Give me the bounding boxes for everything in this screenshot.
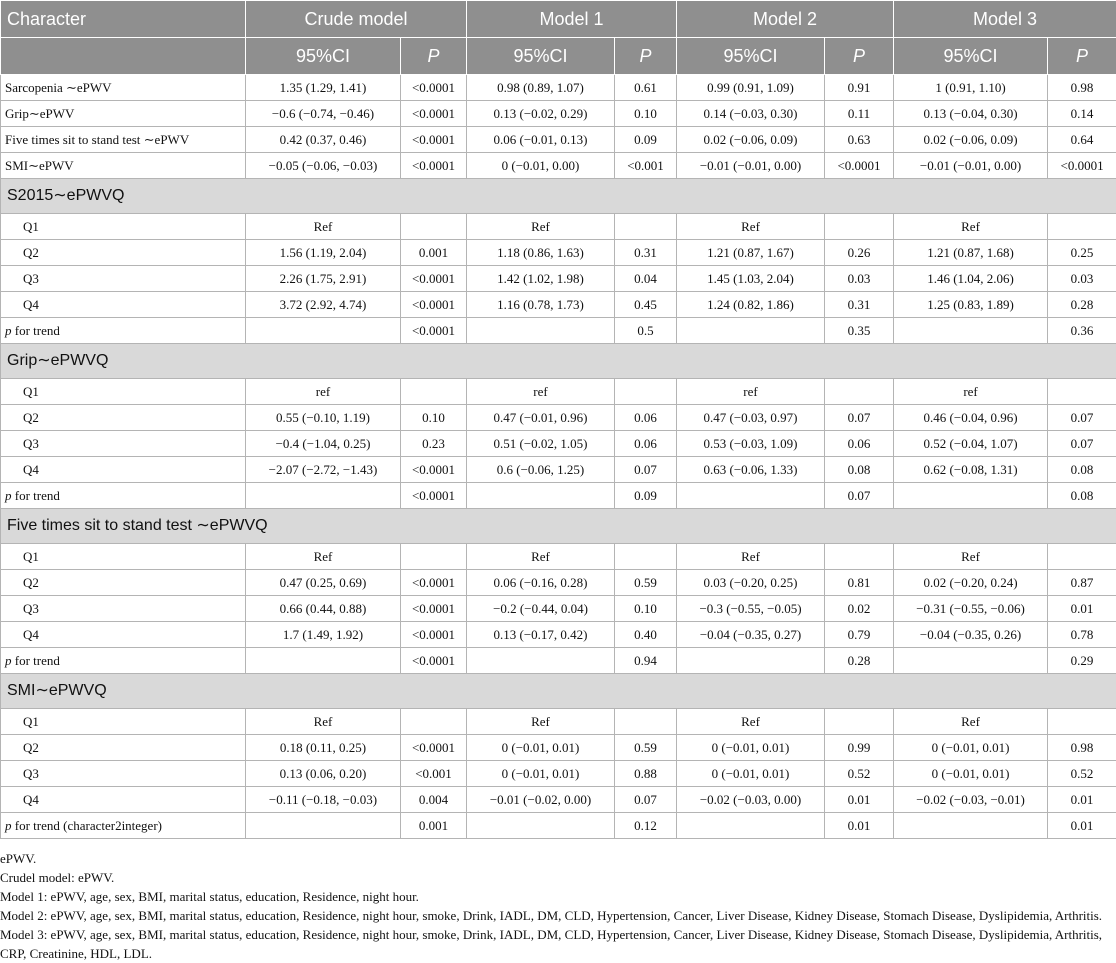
ci-cell: 0.13 (−0.17, 0.42) xyxy=(467,622,615,648)
row-label: Q4 xyxy=(1,622,246,648)
p-value-cell: 0.87 xyxy=(1048,570,1116,596)
p-value-cell: 0.03 xyxy=(825,266,894,292)
p-value-cell xyxy=(401,214,467,240)
quartile-row xyxy=(1,405,1116,431)
p-value-cell: <0.0001 xyxy=(401,648,467,674)
ci-cell: 1.25 (0.83, 1.89) xyxy=(894,292,1048,318)
section-title: Grip∼ePWVQ xyxy=(1,344,1116,379)
p-value-cell: 0.94 xyxy=(615,648,677,674)
p-value-cell: 0.08 xyxy=(1048,457,1116,483)
p-value-cell: 0.06 xyxy=(615,405,677,431)
ci-cell: −2.07 (−2.72, −1.43) xyxy=(246,457,401,483)
ci-cell: 0.06 (−0.01, 0.13) xyxy=(467,127,615,153)
ci-cell: 0.66 (0.44, 0.88) xyxy=(246,596,401,622)
ci-cell: Ref xyxy=(246,544,401,570)
p-value-cell: 0.08 xyxy=(1048,483,1116,509)
p-value-cell: 0.07 xyxy=(615,457,677,483)
p-value-cell: 0.99 xyxy=(825,735,894,761)
trend-label: for trend xyxy=(15,488,60,503)
ci-cell: 0.02 (−0.06, 0.09) xyxy=(894,127,1048,153)
quartile-row xyxy=(1,570,1116,596)
row-label: Q4 xyxy=(1,457,246,483)
table-footnotes xyxy=(0,839,1116,963)
table-row xyxy=(1,75,1116,101)
header-crude-model: Crude model xyxy=(246,1,467,38)
ci-cell: 1.7 (1.49, 1.92) xyxy=(246,622,401,648)
section-header-row xyxy=(1,674,1116,709)
header-ci: 95%CI xyxy=(677,38,825,75)
quartile-row xyxy=(1,709,1116,735)
ci-cell xyxy=(894,813,1048,839)
trend-row xyxy=(1,648,1116,674)
p-value-cell: <0.0001 xyxy=(401,483,467,509)
header-model-1: Model 1 xyxy=(467,1,677,38)
row-label: Q1 xyxy=(1,709,246,735)
p-value-cell xyxy=(825,709,894,735)
footnote-line: Model 3: ePWV, age, sex, BMI, marital status, education, Residence, night hour, smoke, Drink, IADL, DM, CLD, Hypertension, Cancer, Liver Disease, Kidney Disease, Stomach Disease, Dyslipidemia, Arthritis, CRP, Creatinine, HDL, LDL. xyxy=(0,925,1116,963)
p-value-cell: <0.001 xyxy=(401,761,467,787)
ci-cell xyxy=(677,813,825,839)
p-value-cell xyxy=(401,709,467,735)
ci-cell xyxy=(677,318,825,344)
row-label: Q3 xyxy=(1,431,246,457)
p-value-cell: 0.04 xyxy=(615,266,677,292)
ci-cell xyxy=(246,318,401,344)
section-title: SMI∼ePWVQ xyxy=(1,674,1116,709)
table-row xyxy=(1,153,1116,179)
p-value-cell xyxy=(615,709,677,735)
p-value-cell: 0.79 xyxy=(825,622,894,648)
p-value-cell: 0.001 xyxy=(401,813,467,839)
header-row-stats xyxy=(1,38,1116,75)
p-value-cell: 0.52 xyxy=(825,761,894,787)
ci-cell: 1.16 (0.78, 1.73) xyxy=(467,292,615,318)
table-row xyxy=(1,127,1116,153)
ci-cell: 2.26 (1.75, 2.91) xyxy=(246,266,401,292)
p-value-cell: 0.12 xyxy=(615,813,677,839)
p-value-cell: 0.07 xyxy=(1048,405,1116,431)
ci-cell: 0.47 (−0.03, 0.97) xyxy=(677,405,825,431)
ci-cell: 0.63 (−0.06, 1.33) xyxy=(677,457,825,483)
ci-cell: 0.06 (−0.16, 0.28) xyxy=(467,570,615,596)
p-value-cell xyxy=(1048,214,1116,240)
p-value-cell: <0.0001 xyxy=(401,292,467,318)
ci-cell: −0.04 (−0.35, 0.26) xyxy=(894,622,1048,648)
ci-cell xyxy=(677,648,825,674)
p-prefix: p xyxy=(5,488,12,503)
ci-cell: −0.01 (−0.01, 0.00) xyxy=(894,153,1048,179)
p-value-cell xyxy=(615,379,677,405)
p-value-cell: <0.001 xyxy=(615,153,677,179)
row-label: Grip∼ePWV xyxy=(1,101,246,127)
header-p: P xyxy=(1048,38,1116,75)
p-value-cell: 0.01 xyxy=(825,787,894,813)
p-value-cell xyxy=(401,544,467,570)
row-label: Q2 xyxy=(1,405,246,431)
p-value-cell: <0.0001 xyxy=(401,266,467,292)
row-label: SMI∼ePWV xyxy=(1,153,246,179)
header-ci: 95%CI xyxy=(894,38,1048,75)
p-value-cell: 0.25 xyxy=(1048,240,1116,266)
row-label xyxy=(1,318,246,344)
p-value-cell: 0.10 xyxy=(401,405,467,431)
p-prefix: p xyxy=(5,818,12,833)
footnote-line: Model 1: ePWV, age, sex, BMI, marital status, education, Residence, night hour. xyxy=(0,887,1116,906)
p-value-cell: 0.29 xyxy=(1048,648,1116,674)
p-value-cell: 0.01 xyxy=(1048,596,1116,622)
p-value-cell: <0.0001 xyxy=(401,457,467,483)
p-value-cell: 0.06 xyxy=(825,431,894,457)
ci-cell: −0.2 (−0.44, 0.04) xyxy=(467,596,615,622)
quartile-row xyxy=(1,266,1116,292)
p-value-cell xyxy=(1048,379,1116,405)
header-ci: 95%CI xyxy=(467,38,615,75)
p-value-cell: 0.08 xyxy=(825,457,894,483)
p-value-cell: <0.0001 xyxy=(1048,153,1116,179)
row-label: Q2 xyxy=(1,735,246,761)
p-value-cell: 0.28 xyxy=(825,648,894,674)
p-prefix: p xyxy=(5,653,12,668)
ci-cell xyxy=(467,813,615,839)
row-label: Q1 xyxy=(1,379,246,405)
ci-cell: ref xyxy=(894,379,1048,405)
header-p: P xyxy=(401,38,467,75)
header-row-models xyxy=(1,1,1116,38)
p-value-cell: 0.5 xyxy=(615,318,677,344)
p-value-cell: 0.001 xyxy=(401,240,467,266)
quartile-row xyxy=(1,761,1116,787)
ci-cell: 0.52 (−0.04, 1.07) xyxy=(894,431,1048,457)
row-label: Five times sit to stand test ∼ePWV xyxy=(1,127,246,153)
ci-cell: 1.35 (1.29, 1.41) xyxy=(246,75,401,101)
section-header-row xyxy=(1,344,1116,379)
ci-cell: 0.13 (−0.04, 0.30) xyxy=(894,101,1048,127)
ci-cell: Ref xyxy=(467,709,615,735)
p-value-cell: 0.26 xyxy=(825,240,894,266)
ci-cell: Ref xyxy=(677,544,825,570)
ci-cell: −0.01 (−0.01, 0.00) xyxy=(677,153,825,179)
ci-cell xyxy=(894,318,1048,344)
ci-cell: −0.6 (−0.74, −0.46) xyxy=(246,101,401,127)
row-label: Q1 xyxy=(1,214,246,240)
p-value-cell: <0.0001 xyxy=(401,596,467,622)
ci-cell: 0.02 (−0.20, 0.24) xyxy=(894,570,1048,596)
p-value-cell: 0.07 xyxy=(615,787,677,813)
ci-cell: −0.31 (−0.55, −0.06) xyxy=(894,596,1048,622)
ci-cell: 0.46 (−0.04, 0.96) xyxy=(894,405,1048,431)
quartile-row xyxy=(1,240,1116,266)
table-body xyxy=(1,75,1116,839)
ci-cell: 1.42 (1.02, 1.98) xyxy=(467,266,615,292)
ci-cell: 1.56 (1.19, 2.04) xyxy=(246,240,401,266)
ci-cell xyxy=(894,648,1048,674)
ci-cell: Ref xyxy=(677,214,825,240)
quartile-row xyxy=(1,431,1116,457)
row-label xyxy=(1,813,246,839)
row-label: Q4 xyxy=(1,292,246,318)
p-value-cell: 0.61 xyxy=(615,75,677,101)
header-p: P xyxy=(615,38,677,75)
table-row xyxy=(1,101,1116,127)
p-value-cell: 0.09 xyxy=(615,127,677,153)
ci-cell: 0 (−0.01, 0.00) xyxy=(467,153,615,179)
trend-label: for trend (character2integer) xyxy=(15,818,162,833)
ci-cell: 0.18 (0.11, 0.25) xyxy=(246,735,401,761)
p-value-cell xyxy=(401,379,467,405)
ci-cell: Ref xyxy=(894,709,1048,735)
ci-cell: Ref xyxy=(894,544,1048,570)
p-value-cell: <0.0001 xyxy=(401,622,467,648)
ci-cell: −0.05 (−0.06, −0.03) xyxy=(246,153,401,179)
ci-cell: 1.21 (0.87, 1.68) xyxy=(894,240,1048,266)
ci-cell: 0 (−0.01, 0.01) xyxy=(894,761,1048,787)
ci-cell: Ref xyxy=(246,214,401,240)
p-prefix: p xyxy=(5,323,12,338)
p-value-cell: 0.07 xyxy=(1048,431,1116,457)
ci-cell: Ref xyxy=(246,709,401,735)
p-value-cell xyxy=(1048,709,1116,735)
ci-cell xyxy=(894,483,1048,509)
row-label: Q3 xyxy=(1,596,246,622)
quartile-row xyxy=(1,292,1116,318)
ci-cell xyxy=(246,813,401,839)
ci-cell: 1 (0.91, 1.10) xyxy=(894,75,1048,101)
quartile-row xyxy=(1,596,1116,622)
ci-cell: Ref xyxy=(677,709,825,735)
p-value-cell: 0.31 xyxy=(615,240,677,266)
section-title: Five times sit to stand test ∼ePWVQ xyxy=(1,509,1116,544)
row-label: Q2 xyxy=(1,570,246,596)
quartile-row xyxy=(1,735,1116,761)
ci-cell: −0.02 (−0.03, 0.00) xyxy=(677,787,825,813)
ci-cell: −0.4 (−1.04, 0.25) xyxy=(246,431,401,457)
ci-cell: Ref xyxy=(467,214,615,240)
ci-cell: −0.04 (−0.35, 0.27) xyxy=(677,622,825,648)
ci-cell: 0.02 (−0.06, 0.09) xyxy=(677,127,825,153)
ci-cell: 1.46 (1.04, 2.06) xyxy=(894,266,1048,292)
ci-cell: Ref xyxy=(467,544,615,570)
ci-cell: −0.3 (−0.55, −0.05) xyxy=(677,596,825,622)
p-value-cell: 0.004 xyxy=(401,787,467,813)
quartile-row xyxy=(1,214,1116,240)
p-value-cell: 0.07 xyxy=(825,483,894,509)
ci-cell: 0.99 (0.91, 1.09) xyxy=(677,75,825,101)
ci-cell: 1.45 (1.03, 2.04) xyxy=(677,266,825,292)
p-value-cell xyxy=(825,379,894,405)
p-value-cell: <0.0001 xyxy=(825,153,894,179)
ci-cell: 0.47 (−0.01, 0.96) xyxy=(467,405,615,431)
p-value-cell xyxy=(825,544,894,570)
ci-cell xyxy=(246,483,401,509)
ci-cell: 1.21 (0.87, 1.67) xyxy=(677,240,825,266)
section-header-row xyxy=(1,179,1116,214)
row-label: Sarcopenia ∼ePWV xyxy=(1,75,246,101)
ci-cell: 0 (−0.01, 0.01) xyxy=(677,761,825,787)
ci-cell: 0 (−0.01, 0.01) xyxy=(677,735,825,761)
ci-cell: 0 (−0.01, 0.01) xyxy=(894,735,1048,761)
ci-cell xyxy=(467,648,615,674)
row-label: Q1 xyxy=(1,544,246,570)
ci-cell: 1.24 (0.82, 1.86) xyxy=(677,292,825,318)
p-value-cell: 0.88 xyxy=(615,761,677,787)
p-value-cell: 0.63 xyxy=(825,127,894,153)
p-value-cell xyxy=(615,544,677,570)
ci-cell xyxy=(467,318,615,344)
p-value-cell xyxy=(1048,544,1116,570)
section-header-row xyxy=(1,509,1116,544)
p-value-cell: 0.02 xyxy=(825,596,894,622)
row-label xyxy=(1,483,246,509)
ci-cell: 0.62 (−0.08, 1.31) xyxy=(894,457,1048,483)
footnote-line: Model 2: ePWV, age, sex, BMI, marital status, education, Residence, night hour, smoke, Drink, IADL, DM, CLD, Hypertension, Cancer, Liver Disease, Kidney Disease, Stomach Disease, Dyslipidemia, Arthritis. xyxy=(0,906,1116,925)
quartile-row xyxy=(1,544,1116,570)
p-value-cell: 0.14 xyxy=(1048,101,1116,127)
row-label: Q3 xyxy=(1,761,246,787)
p-value-cell: 0.59 xyxy=(615,570,677,596)
header-model-2: Model 2 xyxy=(677,1,894,38)
p-value-cell: 0.36 xyxy=(1048,318,1116,344)
ci-cell: 3.72 (2.92, 4.74) xyxy=(246,292,401,318)
p-value-cell: 0.78 xyxy=(1048,622,1116,648)
p-value-cell: 0.01 xyxy=(1048,813,1116,839)
p-value-cell: 0.81 xyxy=(825,570,894,596)
p-value-cell: <0.0001 xyxy=(401,318,467,344)
quartile-row xyxy=(1,787,1116,813)
ci-cell xyxy=(677,483,825,509)
header-blank xyxy=(1,38,246,75)
ci-cell: 0 (−0.01, 0.01) xyxy=(467,761,615,787)
trend-label: for trend xyxy=(15,323,60,338)
trend-row xyxy=(1,813,1116,839)
row-label: Q2 xyxy=(1,240,246,266)
quartile-row xyxy=(1,457,1116,483)
row-label: Q3 xyxy=(1,266,246,292)
ci-cell: 0.51 (−0.02, 1.05) xyxy=(467,431,615,457)
footnote-line: Crudel model: ePWV. xyxy=(0,868,1116,887)
row-label xyxy=(1,648,246,674)
p-value-cell: 0.91 xyxy=(825,75,894,101)
section-title: S2015∼ePWVQ xyxy=(1,179,1116,214)
p-value-cell: 0.98 xyxy=(1048,75,1116,101)
p-value-cell: <0.0001 xyxy=(401,127,467,153)
p-value-cell xyxy=(615,214,677,240)
p-value-cell: 0.31 xyxy=(825,292,894,318)
p-value-cell: <0.0001 xyxy=(401,735,467,761)
footnote-line: ePWV. xyxy=(0,849,1116,868)
p-value-cell: 0.64 xyxy=(1048,127,1116,153)
p-value-cell: 0.52 xyxy=(1048,761,1116,787)
ci-cell: 0.47 (0.25, 0.69) xyxy=(246,570,401,596)
ci-cell: 0.55 (−0.10, 1.19) xyxy=(246,405,401,431)
p-value-cell: 0.06 xyxy=(615,431,677,457)
p-value-cell: <0.0001 xyxy=(401,570,467,596)
p-value-cell: 0.09 xyxy=(615,483,677,509)
ci-cell: ref xyxy=(246,379,401,405)
p-value-cell: <0.0001 xyxy=(401,101,467,127)
header-p: P xyxy=(825,38,894,75)
p-value-cell: 0.45 xyxy=(615,292,677,318)
header-character: Character xyxy=(1,1,246,38)
ci-cell: ref xyxy=(467,379,615,405)
row-label: Q4 xyxy=(1,787,246,813)
p-value-cell: 0.11 xyxy=(825,101,894,127)
trend-row xyxy=(1,483,1116,509)
ci-cell: −0.02 (−0.03, −0.01) xyxy=(894,787,1048,813)
ci-cell: −0.01 (−0.02, 0.00) xyxy=(467,787,615,813)
ci-cell: 0.42 (0.37, 0.46) xyxy=(246,127,401,153)
header-ci: 95%CI xyxy=(246,38,401,75)
ci-cell: 0.03 (−0.20, 0.25) xyxy=(677,570,825,596)
ci-cell: ref xyxy=(677,379,825,405)
quartile-row xyxy=(1,379,1116,405)
ci-cell xyxy=(246,648,401,674)
ci-cell: −0.11 (−0.18, −0.03) xyxy=(246,787,401,813)
p-value-cell: 0.03 xyxy=(1048,266,1116,292)
ci-cell: 0.6 (−0.06, 1.25) xyxy=(467,457,615,483)
p-value-cell: 0.40 xyxy=(615,622,677,648)
header-model-3: Model 3 xyxy=(894,1,1116,38)
quartile-row xyxy=(1,622,1116,648)
ci-cell xyxy=(467,483,615,509)
ci-cell: 1.18 (0.86, 1.63) xyxy=(467,240,615,266)
p-value-cell: 0.35 xyxy=(825,318,894,344)
p-value-cell: 0.07 xyxy=(825,405,894,431)
ci-cell: 0.98 (0.89, 1.07) xyxy=(467,75,615,101)
p-value-cell: <0.0001 xyxy=(401,75,467,101)
ci-cell: 0 (−0.01, 0.01) xyxy=(467,735,615,761)
ci-cell: 0.53 (−0.03, 1.09) xyxy=(677,431,825,457)
ci-cell: 0.13 (−0.02, 0.29) xyxy=(467,101,615,127)
p-value-cell: 0.01 xyxy=(825,813,894,839)
p-value-cell: 0.01 xyxy=(1048,787,1116,813)
p-value-cell: 0.10 xyxy=(615,101,677,127)
p-value-cell: <0.0001 xyxy=(401,153,467,179)
p-value-cell xyxy=(825,214,894,240)
trend-row xyxy=(1,318,1116,344)
p-value-cell: 0.98 xyxy=(1048,735,1116,761)
ci-cell: Ref xyxy=(894,214,1048,240)
p-value-cell: 0.10 xyxy=(615,596,677,622)
p-value-cell: 0.59 xyxy=(615,735,677,761)
ci-cell: 0.13 (0.06, 0.20) xyxy=(246,761,401,787)
ci-cell: 0.14 (−0.03, 0.30) xyxy=(677,101,825,127)
trend-label: for trend xyxy=(15,653,60,668)
p-value-cell: 0.23 xyxy=(401,431,467,457)
p-value-cell: 0.28 xyxy=(1048,292,1116,318)
